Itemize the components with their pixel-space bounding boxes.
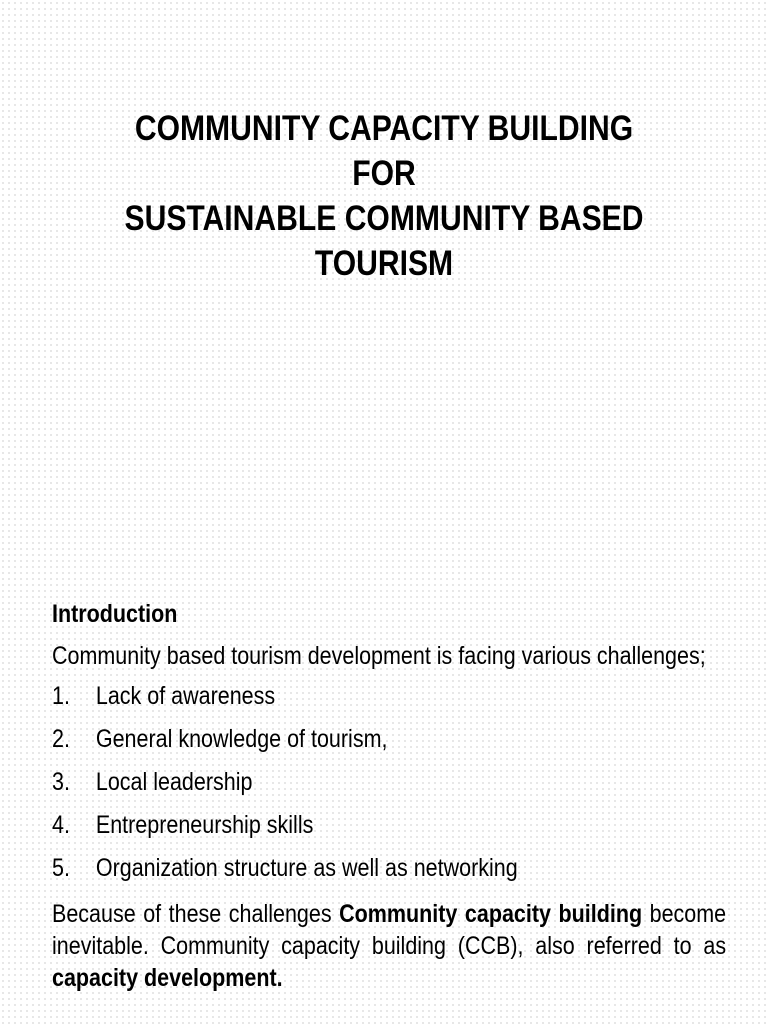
title-line-3: SUSTAINABLE COMMUNITY BASED [124,199,644,238]
closing-bold-term-2: capacity development. [52,964,283,992]
document-title [88,106,680,286]
list-item [52,810,632,853]
title-line-2: FOR [352,154,416,193]
list-item-text: Local leadership [95,768,253,796]
list-item-number: 4. [52,811,70,839]
title-line-4: TOURISM [314,244,454,283]
list-item [52,853,632,896]
list-item [52,681,632,724]
list-item-text: Organization structure as well as networking [95,854,518,882]
introduction-paragraph: Community based tourism development is facing various challenges; [52,642,706,670]
introduction-section [52,597,726,994]
closing-paragraph [52,898,726,994]
list-item-text: General knowledge of tourism, [95,725,388,753]
list-item-number: 2. [52,725,70,753]
list-item-number: 5. [52,854,70,882]
closing-bold-term-1: Community capacity building [339,900,643,928]
list-item [52,724,632,767]
introduction-heading: Introduction [52,600,178,628]
title-line-1: COMMUNITY CAPACITY BUILDING [134,109,634,148]
list-item-text: Lack of awareness [95,682,276,710]
list-item-number: 1. [52,682,70,710]
closing-text-2: become inevitable. Community capacity building (CCB), also referred to as [52,900,727,960]
list-item-text: Entrepreneurship skills [95,811,314,839]
list-item-number: 3. [52,768,70,796]
challenges-list [52,681,726,896]
closing-text-1: Because of these challenges [52,900,340,928]
list-item [52,767,632,810]
